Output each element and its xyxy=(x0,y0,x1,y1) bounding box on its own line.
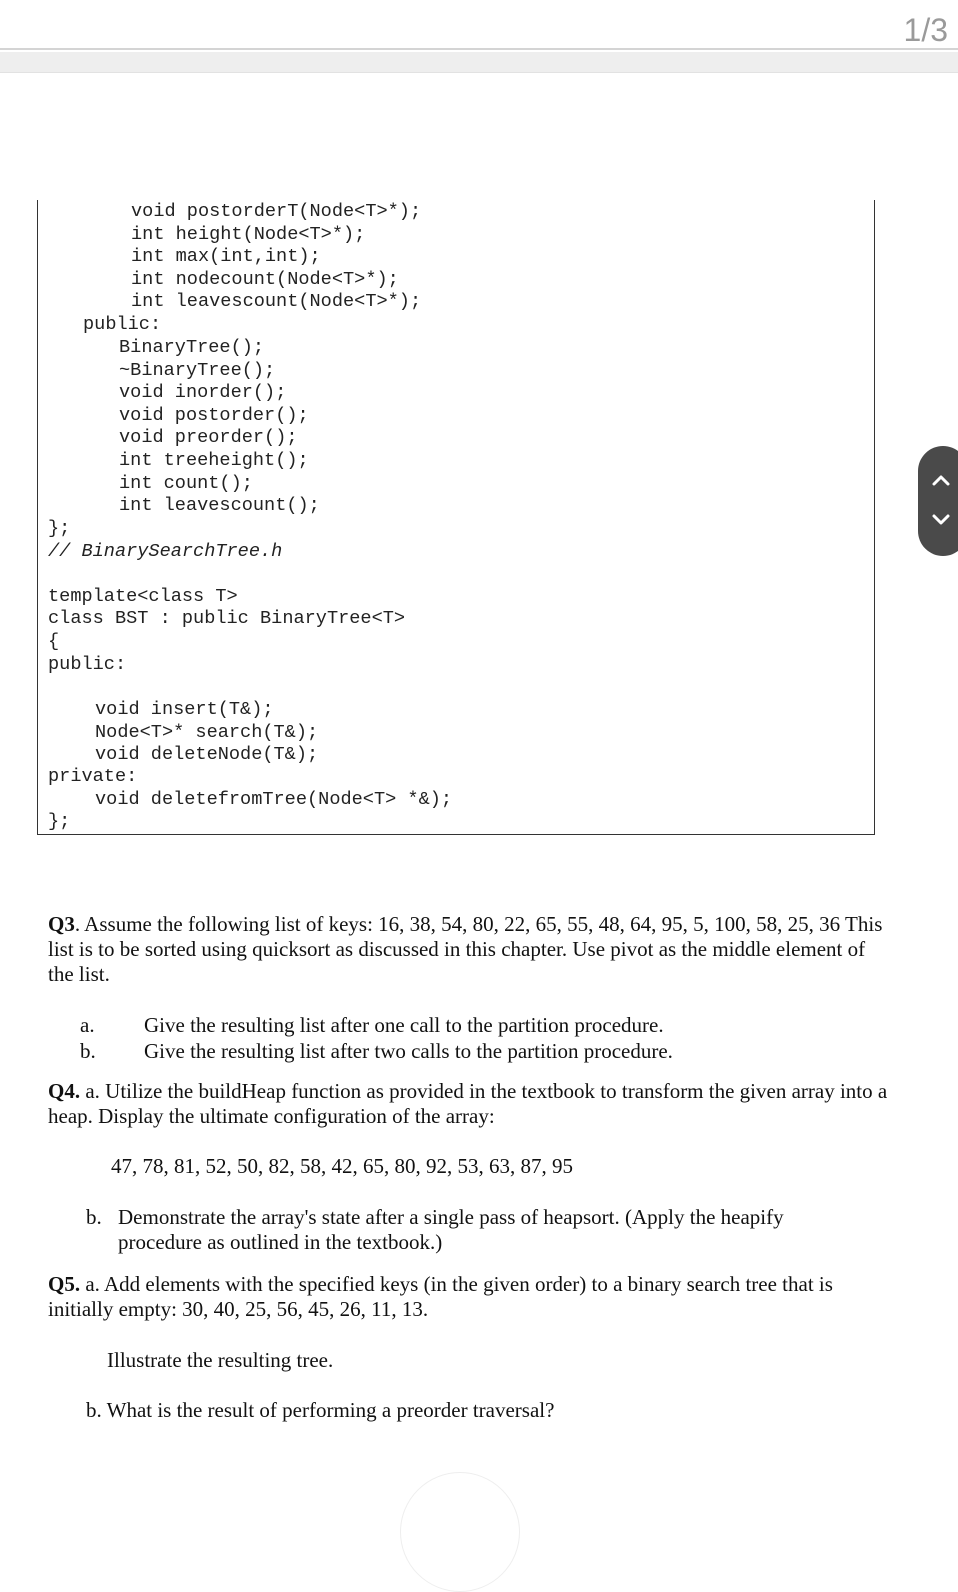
code-line: void postorderT(Node<T>*); xyxy=(131,201,422,222)
q5-b-text: b. What is the result of performing a preorder traversal? xyxy=(86,1398,555,1422)
open-brace: { xyxy=(48,630,60,652)
top-divider xyxy=(0,48,958,50)
public-label: public: xyxy=(83,314,162,335)
file-comment: // BinarySearchTree.h xyxy=(48,540,283,562)
floating-action-button[interactable] xyxy=(400,1472,520,1592)
q3-label: Q3 xyxy=(48,912,75,936)
q4-b-text: Demonstrate the array's state after a single pass of heapsort. (Apply the heapify procedure as outlined in the textbook.) xyxy=(118,1205,784,1254)
question-5 xyxy=(48,1272,888,1322)
code-line: void insert(T&); xyxy=(95,699,274,720)
bst-header-block xyxy=(48,518,405,676)
code-line: BinaryTree(); xyxy=(119,337,265,358)
q3-item-a-mark: a. xyxy=(80,1013,95,1037)
code-line: int max(int,int); xyxy=(131,246,321,268)
bst-close-brace: }; xyxy=(48,811,71,832)
code-line: int height(Node<T>*); xyxy=(131,223,366,245)
code-line: int leavescount(Node<T>*); xyxy=(131,291,422,313)
code-line: int leavescount(); xyxy=(119,495,320,517)
code-line: ~BinaryTree(); xyxy=(119,359,276,381)
bst-public-methods-block xyxy=(95,699,318,767)
bst-private-label: private: xyxy=(48,766,138,787)
bst-private-methods-block xyxy=(95,789,452,812)
viewer-top-bar xyxy=(0,0,958,48)
code-line: int count(); xyxy=(119,472,253,494)
top-band xyxy=(0,52,958,73)
code-line: void preorder(); xyxy=(119,427,298,449)
code-line: Node<T>* search(T&); xyxy=(95,721,319,743)
q4-label: Q4. xyxy=(48,1079,81,1103)
close-brace: }; xyxy=(48,518,71,539)
chevron-up-icon xyxy=(931,473,951,487)
class-line: class BST : public BinaryTree<T> xyxy=(48,608,406,630)
q3-item-a-text: Give the resulting list after one call to the partition procedure. xyxy=(144,1013,664,1037)
code-line: void deleteNode(T&); xyxy=(95,744,319,766)
q3-text: . Assume the following list of keys: 16, 38, 54, 80, 22, 65, 55, 48, 64, 95, 5, 100, 58, 25, 36 This list is to be sorted using quicksort as discussed in this chapter. Use pivot as the middle element of the list. xyxy=(48,912,883,986)
code-line: int treeheight(); xyxy=(119,449,309,471)
public-methods-block xyxy=(119,337,320,518)
page-nav-pill xyxy=(918,446,958,556)
code-line: void postorder(); xyxy=(119,404,309,426)
previous-page-button[interactable] xyxy=(926,462,956,498)
bst-public-label: public: xyxy=(48,653,127,675)
q3-item-b-text: Give the resulting list after two calls to the partition procedure. xyxy=(144,1039,673,1063)
q5-text: a. Add elements with the specified keys (in the given order) to a binary search tree that is initially empty: 30, 40, 25, 56, 45, 26, 11, 13. xyxy=(48,1272,833,1321)
question-3 xyxy=(48,912,888,987)
q5-label: Q5. xyxy=(48,1272,81,1296)
q5-illustrate: Illustrate the resulting tree. xyxy=(107,1348,334,1372)
next-page-button[interactable] xyxy=(926,502,956,538)
code-line: void deletefromTree(Node<T> *&); xyxy=(95,789,453,810)
code-line: int nodecount(Node<T>*); xyxy=(131,268,399,290)
q3-item-b-mark: b. xyxy=(80,1039,96,1063)
question-4 xyxy=(48,1079,888,1129)
chevron-down-icon xyxy=(931,513,951,527)
q4-array: 47, 78, 81, 52, 50, 82, 58, 42, 65, 80, 92, 53, 63, 87, 95 xyxy=(111,1154,573,1178)
code-line: void inorder(); xyxy=(119,382,287,404)
template-line: template<class T> xyxy=(48,585,238,607)
q4-text: a. Utilize the buildHeap function as provided in the textbook to transform the given array into a heap. Display the ultimate configuration of the array: xyxy=(48,1079,888,1128)
page-counter: 1/3 xyxy=(903,12,948,48)
q4-b-mark: b. xyxy=(86,1205,102,1229)
private-methods-block xyxy=(131,201,421,314)
